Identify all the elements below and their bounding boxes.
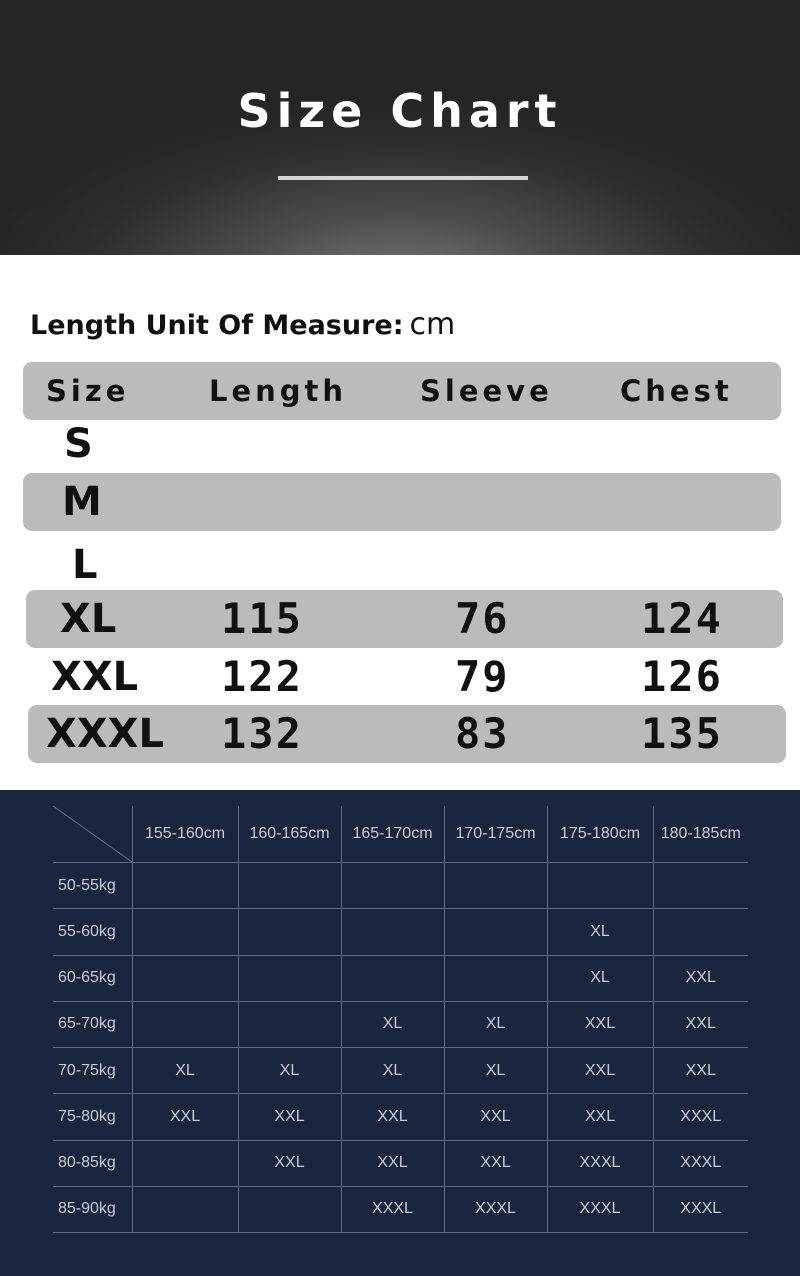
size-cell: XL (547, 909, 653, 955)
size-cell: XXL (238, 1140, 341, 1186)
size-cell (341, 955, 444, 1001)
size-cell (132, 1140, 238, 1186)
size-cell: XXXL (547, 1186, 653, 1232)
height-header: 180-185cm (653, 806, 748, 863)
table-row (53, 1140, 748, 1186)
weight-label: 60-65kg (53, 955, 132, 1001)
weight-label: 55-60kg (53, 909, 132, 955)
length-cell: 122 (221, 652, 303, 701)
size-row-m (0, 473, 800, 531)
size-cell: XL (341, 1048, 444, 1094)
size-cell (132, 955, 238, 1001)
size-cell (341, 909, 444, 955)
unit-of-measure (30, 307, 455, 342)
sleeve-cell: 79 (455, 652, 510, 701)
size-cell (132, 863, 238, 909)
corner-cell (53, 806, 132, 863)
size-cell: XL (132, 1048, 238, 1094)
size-cell (547, 863, 653, 909)
size-cell: XL (60, 596, 117, 642)
size-row-xxl (0, 648, 800, 706)
size-row-xxxl (0, 705, 800, 763)
size-cell: XXL (341, 1140, 444, 1186)
header-chest: Chest (620, 374, 733, 408)
chest-cell: 135 (641, 709, 723, 758)
size-cell (238, 909, 341, 955)
size-cell: XXL (653, 955, 748, 1001)
size-cell (238, 955, 341, 1001)
size-cell: XL (444, 1001, 547, 1047)
title-underline (278, 176, 528, 180)
size-cell (238, 1001, 341, 1047)
size-cell: S (64, 421, 93, 467)
sleeve-cell: 76 (455, 594, 510, 643)
size-cell (653, 909, 748, 955)
length-cell: 115 (221, 594, 303, 643)
size-cell: XXXL (547, 1140, 653, 1186)
size-cell: XL (341, 1001, 444, 1047)
diagonal-divider (53, 806, 132, 862)
size-cell: XXL (341, 1094, 444, 1140)
size-cell: XXXL (46, 711, 165, 757)
size-lookup-section (0, 790, 800, 1276)
size-cell: XXXL (653, 1140, 748, 1186)
size-cell (132, 909, 238, 955)
size-cell (444, 909, 547, 955)
size-cell: XXL (653, 1001, 748, 1047)
size-cell: XXL (444, 1094, 547, 1140)
sleeve-cell: 83 (455, 709, 510, 758)
size-cell: XXL (547, 1048, 653, 1094)
size-cell: XXL (444, 1140, 547, 1186)
height-header: 175-180cm (547, 806, 653, 863)
size-cell: XXXL (341, 1186, 444, 1232)
header-banner (0, 0, 800, 255)
table-row (53, 1186, 748, 1232)
weight-label: 50-55kg (53, 863, 132, 909)
size-cell: XL (547, 955, 653, 1001)
row-band (23, 473, 781, 531)
table-row (53, 1001, 748, 1047)
size-cell (132, 1001, 238, 1047)
size-cell: XXL (547, 1001, 653, 1047)
size-cell: XXXL (444, 1186, 547, 1232)
size-row-xl (0, 590, 800, 648)
lookup-header-row (53, 806, 748, 863)
size-cell (653, 863, 748, 909)
size-cell: XXL (653, 1048, 748, 1094)
height-header: 155-160cm (132, 806, 238, 863)
size-cell: XL (238, 1048, 341, 1094)
size-cell: XXL (51, 654, 139, 700)
table-row (53, 909, 748, 955)
measurement-header-row (0, 362, 800, 420)
size-cell: M (62, 479, 102, 525)
size-cell: XXXL (653, 1186, 748, 1232)
weight-label: 85-90kg (53, 1186, 132, 1232)
weight-label: 65-70kg (53, 1001, 132, 1047)
size-cell (132, 1186, 238, 1232)
size-cell (341, 863, 444, 909)
size-row-s (0, 415, 800, 473)
table-row (53, 955, 748, 1001)
measurement-section (0, 255, 800, 790)
header-size: Size (46, 374, 130, 408)
size-cell: XXL (547, 1094, 653, 1140)
weight-label: 75-80kg (53, 1094, 132, 1140)
length-cell: 132 (221, 709, 303, 758)
page-title: Size Chart (237, 84, 563, 138)
weight-label: 70-75kg (53, 1048, 132, 1094)
size-cell (444, 863, 547, 909)
height-header: 160-165cm (238, 806, 341, 863)
size-cell (238, 863, 341, 909)
weight-label: 80-85kg (53, 1140, 132, 1186)
unit-value-text: cm (409, 307, 456, 342)
size-cell: L (72, 542, 98, 588)
height-header: 170-175cm (444, 806, 547, 863)
size-cell: XXL (238, 1094, 341, 1140)
size-row-l (0, 536, 800, 594)
size-cell (238, 1186, 341, 1232)
chest-cell: 124 (641, 594, 723, 643)
size-cell: XXXL (653, 1094, 748, 1140)
size-lookup-table (53, 806, 748, 1233)
table-row (53, 863, 748, 909)
size-cell: XXL (132, 1094, 238, 1140)
header-sleeve: Sleeve (420, 374, 553, 408)
header-length: Length (209, 374, 348, 408)
size-cell (444, 955, 547, 1001)
chest-cell: 126 (641, 652, 723, 701)
unit-label-text: Length Unit Of Measure: (30, 310, 404, 341)
size-cell: XL (444, 1048, 547, 1094)
table-row (53, 1048, 748, 1094)
height-header: 165-170cm (341, 806, 444, 863)
table-row (53, 1094, 748, 1140)
